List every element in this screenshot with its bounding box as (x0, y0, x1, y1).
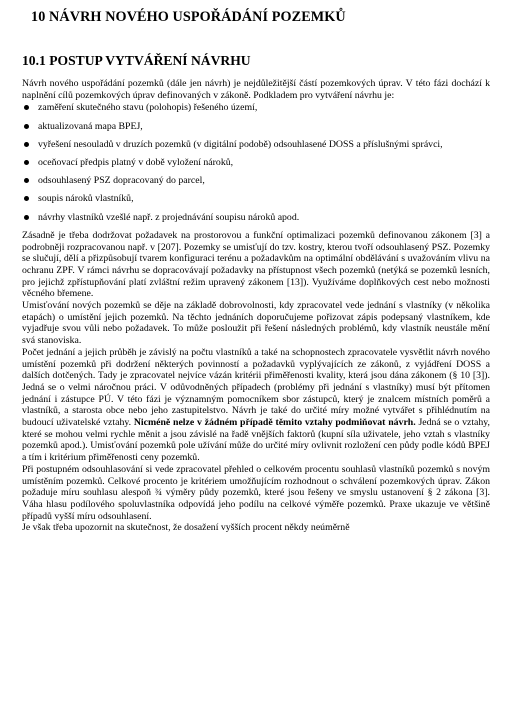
emphasis-text: Nicméně nelze v žádném případě těmito vztahy podmiňovat návrh. (133, 417, 416, 429)
chapter-heading (31, 9, 490, 26)
list-item: návrhy vlastníků vzešlé např. z projednávání soupisu nároků apod. (22, 212, 490, 223)
bullet-icon (24, 196, 29, 201)
list-item: vyřešení nesouladů v druzích pozemků (v digitální podobě) odsouhlasené DOSS a příslušnými správci, (22, 139, 490, 150)
chapter-number: 10 (31, 9, 46, 25)
requirements-list (22, 102, 490, 223)
list-item: oceňovací předpis platný v době vyložení nároků, (22, 157, 490, 168)
chapter-title: NÁVRH NOVÉHO USPOŘÁDÁNÍ POZEMKŮ (49, 9, 346, 25)
intro-paragraph: Návrh nového uspořádání pozemků (dále jen návrh) je nejdůležitější částí pozemkových úprav. V této fázi dochází k naplnění cílů pozemkových úprav definovaných v zákoně. Podkladem pro vytváření návrhu je: (22, 78, 490, 101)
bullet-icon (24, 160, 29, 165)
paragraph-negotiations: Počet jednání a jejich průběh je závislý na počtu vlastníků a také na schopnostech zpracovatele vysvětlit návrh nového umístění pozemků při dodržení některých povinností a požadavků vyplývajících ze zákonů, z vyjádření DOSS a dalších dotčených. Tady je zpracovatel nejvíce vázán kritérii přiměřenosti kvality, která jsou dána zákonem (§ 10 [3]). Jedná se o velmi náročnou práci. V odůvodněných případech (problémy při jednání s vlastníky) musí být přítomen jednání i zástupce PÚ. V této fázi je významným pomocníkem sbor zástupců, který je znalcem místních poměrů a vlastníků, a starosta obce nebo jeho zastupitelstvo. Návrh je také do určité míry možné vytvářet s přihlédnutím na budoucí uživatelské vztahy. Nicméně nelze v žádném případě těmito vztahy podmiňovat návrh. Jedná se o vztahy, které se mohou velmi rychle měnit a jsou závislé na řadě vnějších faktorů (kupní síla uživatele, jeho vztah s vlastníky pozemků apod.). Umisťování pozemků pole užívání může do určité míry ovlivnit rozložení cen půdy podle kódů BPEJ a tím i kritérium přiměřenosti ceny pozemků. (22, 346, 491, 464)
bullet-icon (24, 142, 29, 147)
bullet-icon (24, 215, 29, 220)
paragraph-placement: Umisťování nových pozemků se děje na základě dobrovolnosti, kdy zpracovatel vede jednání s vlastníky (v několika etapách) o umístění jejich pozemků. Na těchto jednáních doporučujeme pořizovat zápis podepsaný vlastníkem, kde vyjadřuje svou vůli nebo požadavek. To může posloužit při řešení následných problémů, kdy vlastník neustále mění svá stanoviska. (22, 300, 490, 347)
section-heading (22, 53, 490, 69)
bullet-icon (24, 124, 29, 129)
section-number: 10.1 (22, 53, 46, 68)
section-title-initial: P (49, 53, 58, 68)
bullet-icon (24, 105, 29, 110)
list-item: aktualizovaná mapa BPEJ, (22, 121, 490, 132)
section-body (22, 78, 490, 534)
paragraph-approval: Při postupném odsouhlasování si vede zpracovatel přehled o celkovém procentu souhlasů vlastníků pozemků s novým umístěním pozemků. Celkové procento je kritériem umožňujícím rozhodnout o schválení pozemkových úprav. Zákon požaduje míru souhlasu alespoň ¾ výměry půdy pozemků, které jsou řešeny ve smyslu ustanovení § 2 zákona [3]. Váha hlasu podílového spoluvlastníka odpovídá jeho podílu na celkové výměře pozemků. Praxe ukazuje ve většině případů vyšší míru odsouhlasení. (22, 463, 490, 522)
section-title-rest: OSTUP VYTVÁŘENÍ NÁVRHU (57, 53, 251, 68)
list-item: zaměření skutečného stavu (polohopis) řešeného území, (22, 102, 490, 113)
list-item: odsouhlasený PSZ dopracovaný do parcel, (22, 175, 490, 186)
list-item: soupis nároků vlastníků, (22, 193, 490, 204)
bullet-icon (24, 178, 29, 183)
paragraph-final: Je však třeba upozornit na skutečnost, že dosažení vyšších procent někdy neúměrně (22, 522, 350, 534)
paragraph-optimalization: Zásadně je třeba dodržovat požadavek na prostorovou a funkční optimalizaci pozemků definovanou zákonem [3] a podrobněji rozpracovanou např. v [207]. Pozemky se umisťují do tzv. kostry, kterou tvoří odsouhlasený PSZ. Pozemky se slučují, dělí a přizpůsobují tvarem konfiguraci terénu a požadavkům na optimální obdělávání s uvažováním vlivu na ochranu ZPF. V rámci návrhu se dopracovávají požadavky na přístupnost všech pozemků (netýká se pozemků lesních, pro jejichž zpřístupňování platí zvláštní režim upravený zákonem [13]). Využíváme doplňkových cest nebo možnosti věcného břemene. (22, 229, 490, 300)
